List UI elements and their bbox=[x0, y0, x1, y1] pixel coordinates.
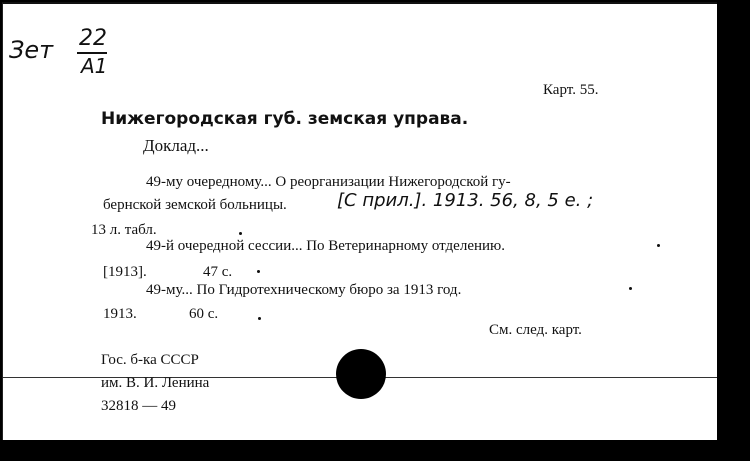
entry2-year: [1913]. bbox=[103, 264, 147, 280]
ink-speck bbox=[258, 317, 261, 320]
handwritten-shelf-prefix: Зет bbox=[9, 36, 54, 64]
catalog-code: 32818 — 49 bbox=[101, 398, 176, 414]
entry2-pages: 47 с. bbox=[203, 264, 233, 280]
handwritten-shelf-denominator: А1 bbox=[81, 54, 108, 78]
entry3-pages: 60 с. bbox=[189, 306, 219, 322]
ink-speck bbox=[239, 232, 242, 235]
library-line2: им. В. И. Ленина bbox=[101, 375, 210, 391]
entry3-line1: 49-му... По Гидротехническому бюро за 1913 год. bbox=[146, 282, 462, 298]
handwritten-inline-note: [С прил.]. 1913. 56, 8, 5 e. ; bbox=[337, 190, 594, 211]
entry3-year: 1913. bbox=[103, 306, 137, 322]
author-heading: Нижегородская губ. земская управа. bbox=[101, 109, 469, 129]
entry2-line1: 49-й очередной сессии... По Ветеринарному отделению. bbox=[146, 238, 505, 254]
card-number: Карт. 55. bbox=[543, 82, 599, 98]
library-line1: Гос. б-ка СССР bbox=[101, 352, 199, 368]
catalog-card bbox=[2, 2, 717, 440]
see-next-card: См. след. карт. bbox=[489, 322, 582, 338]
entry1-line1: 49-му очередному... О реорганизации Нижегородской гу- bbox=[146, 174, 511, 190]
ink-speck bbox=[629, 287, 632, 290]
entry1-line2: бернской земской больницы. bbox=[103, 197, 287, 213]
punch-hole bbox=[336, 349, 386, 399]
ink-speck bbox=[257, 270, 260, 273]
ink-speck bbox=[657, 244, 660, 247]
entry1-line3: 13 л. табл. bbox=[91, 222, 157, 238]
handwritten-shelf-numerator: 22 bbox=[79, 26, 107, 51]
document-type: Доклад... bbox=[143, 136, 209, 155]
